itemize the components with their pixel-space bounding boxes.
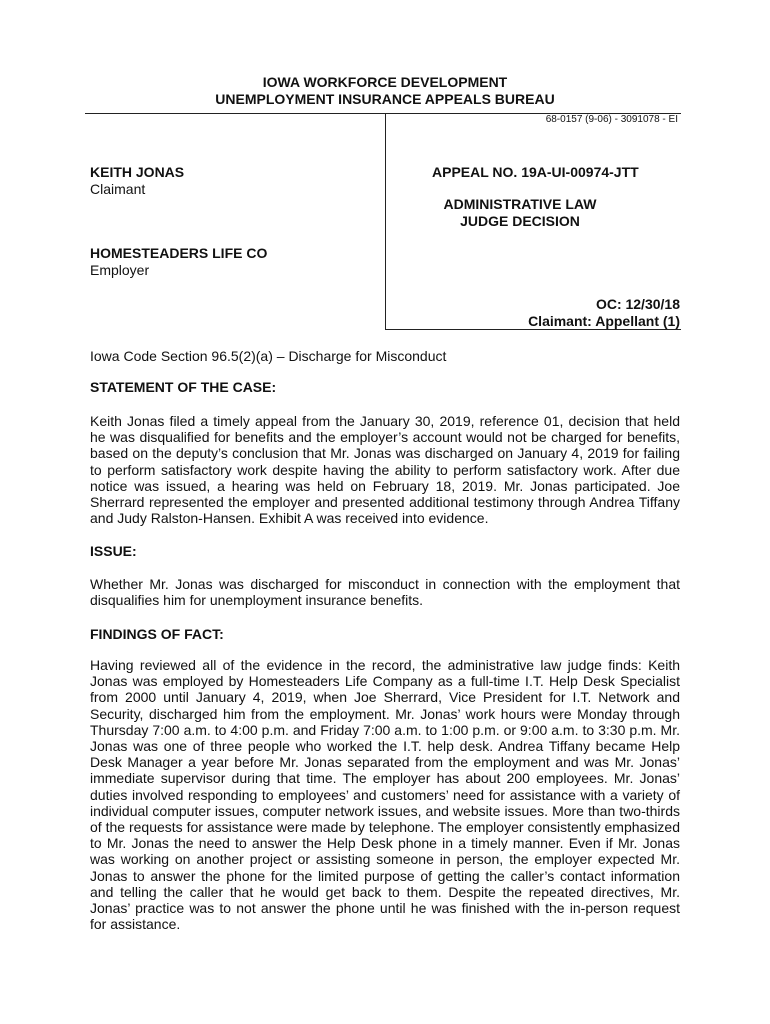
decision-title: ADMINISTRATIVE LAW JUDGE DECISION: [443, 196, 597, 229]
issue-heading: ISSUE:: [90, 543, 137, 559]
statement-heading: STATEMENT OF THE CASE:: [90, 379, 277, 395]
caption-vertical-divider: [385, 114, 386, 329]
employer-name: HOMESTEADERS LIFE CO: [90, 245, 268, 261]
employer-role: Employer: [90, 262, 150, 278]
form-number: 68-0157 (9-06) - 3091078 - EI: [545, 114, 678, 125]
claimant-role: Claimant: [90, 181, 146, 197]
findings-heading: FINDINGS OF FACT:: [90, 626, 224, 642]
claimant-name: KEITH JONAS: [90, 164, 185, 180]
statement-body: Keith Jonas filed a timely appeal from the January 30, 2019, reference 01, decision that held he was disqualified for benefits and the employer’s account would not be charged for benefits, based on the deputy’s conclusion that Mr. Jonas was discharged on January 4, 2019 for failing to perform satisfactory work despite having the ability to perform satisfactory work. After due notice was issued, a hearing was held on February 18, 2019. Mr. Jonas participated. Joe Sherrard represented the employer and presented additional testimony through Andrea Tiffany and Judy Ralston-Hansen. Exhibit A was received into evidence.: [90, 413, 680, 527]
header-bureau-name: UNEMPLOYMENT INSURANCE APPEALS BUREAU: [215, 91, 555, 107]
claimant-status: Claimant: Appellant (1): [528, 313, 680, 329]
original-claim-date: OC: 12/30/18: [595, 296, 680, 312]
findings-body: Having reviewed all of the evidence in the record, the administrative law judge finds: Keith Jonas was employed by Homesteaders Life Company as a full-time I.T. Help Desk Specialist from 2000 until January 4, 2019, when Joe Sherrard, Vice President for I.T. Network and Security, discharged him from the employment. Mr. Jonas’ work hours were Monday through Thursday 7:00 a.m. to 4:00 p.m. and Friday 7:00 a.m. to 1:00 p.m. or 9:00 a.m. to 3:30 p.m. Mr. Jonas was one of three people who worked the I.T. help desk. Andrea Tiffany became Help Desk Manager a year before Mr. Jonas separated from the employment and was Mr. Jonas’ immediate supervisor during that time. The employer has about 200 employees. Mr. Jonas’ duties involved responding to employees’ and customers’ need for assistance with a variety of individual computer issues, computer network issues, and website issues. More than two-thirds of the requests for assistance were made by telephone. The employer consistently emphasized to Mr. Jonas the need to answer the Help Desk phone in a timely manner. Even if Mr. Jonas was working on another project or assisting someone in person, the employer expected Mr. Jonas to answer the phone for the limited purpose of getting the caller’s contact information and telling the caller that he would get back to them. Despite the repeated directives, Mr. Jonas’ practice was to not answer the phone until he was finished with the in-person request for assistance.: [90, 657, 680, 933]
code-section: Iowa Code Section 96.5(2)(a) – Discharge for Misconduct: [90, 348, 447, 364]
appeal-number: APPEAL NO. 19A-UI-00974-JTT: [432, 164, 639, 180]
header-agency-name: IOWA WORKFORCE DEVELOPMENT: [262, 74, 508, 90]
issue-body: Whether Mr. Jonas was discharged for misconduct in connection with the employment that disqualifies him for unemployment insurance benefits.: [90, 576, 680, 609]
